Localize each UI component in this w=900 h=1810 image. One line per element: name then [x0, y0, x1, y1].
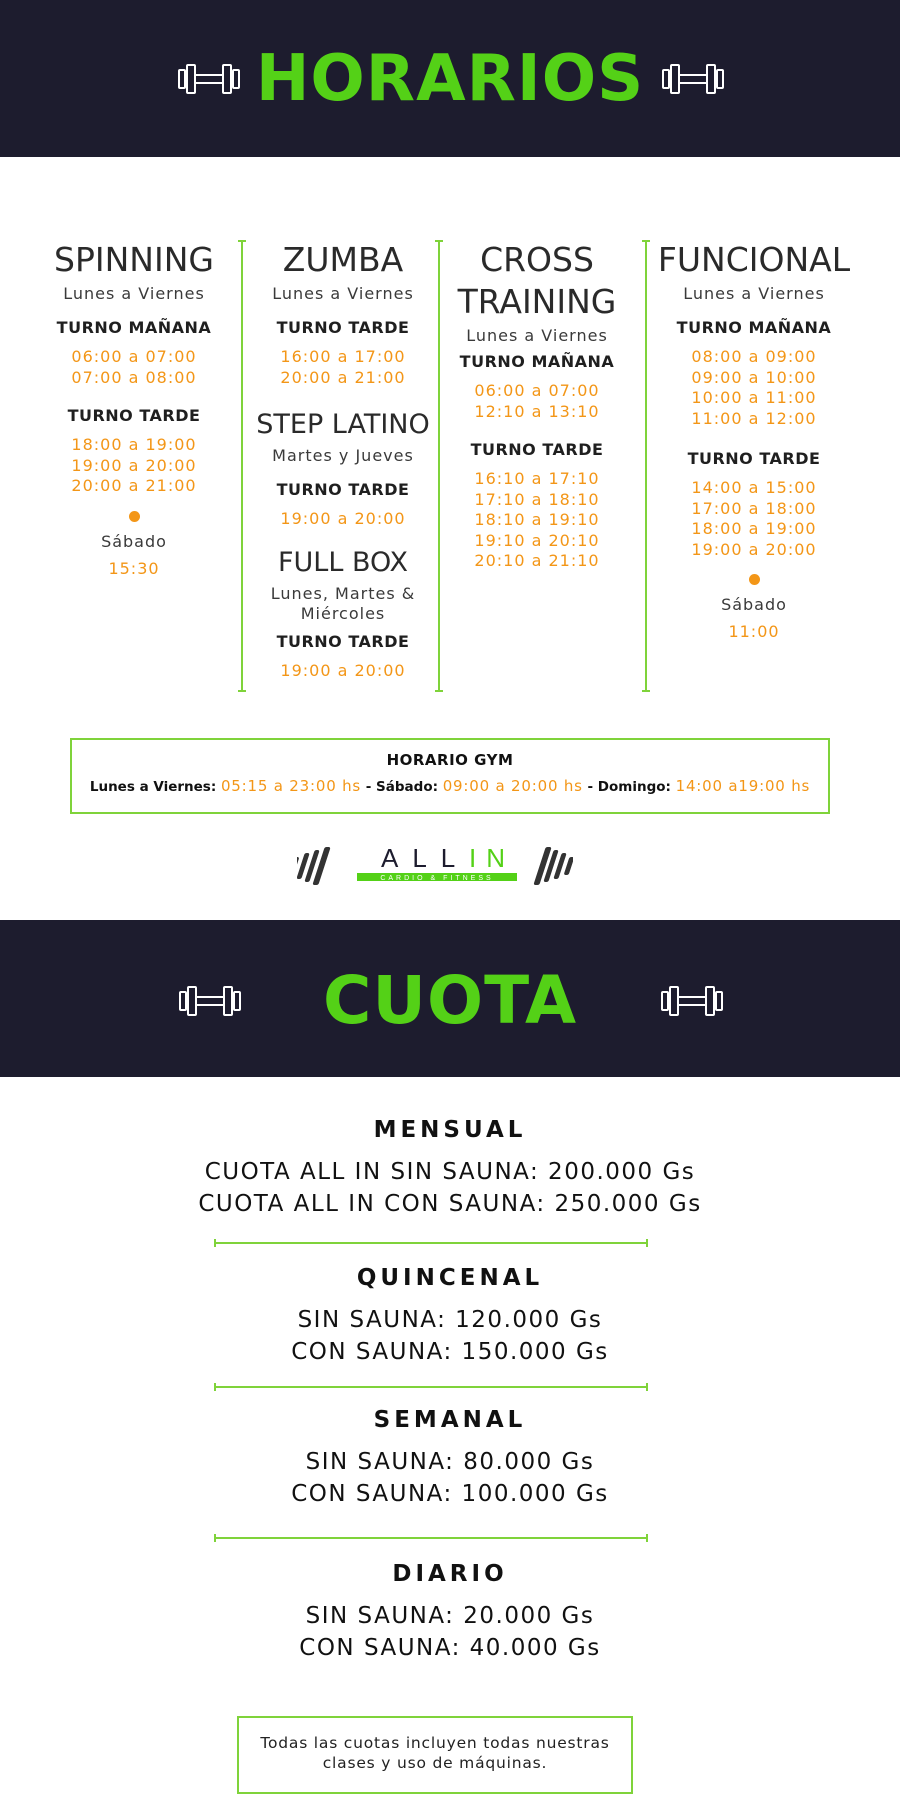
time-slot: 08:00 a 09:00 — [691, 347, 817, 366]
time-slot: 20:00 a 21:00 — [71, 476, 197, 495]
plan-price-line: CON SAUNA: 40.000 Gs — [299, 1635, 601, 1661]
full-box-title: FULL BOX — [277, 546, 409, 578]
zumba-column — [252, 240, 434, 681]
all-in-logo — [297, 843, 573, 889]
gym-sunday-value: 14:00 a19:00 hs — [675, 777, 811, 795]
horarios-title: HORARIOS — [255, 42, 645, 116]
gym-weekdays-label: Lunes a Viernes: — [89, 779, 217, 795]
cuota-note-line: clases y uso de máquinas. — [322, 1754, 548, 1772]
plan-title: DIARIO — [392, 1561, 508, 1587]
dot-icon — [129, 511, 140, 522]
gym-separator: - — [365, 779, 372, 795]
time-slot: 18:00 a 19:00 — [691, 519, 817, 538]
gym-weekdays-value: 05:15 a 23:00 hs — [220, 777, 362, 795]
zumba-days: Lunes a Viernes — [272, 284, 414, 303]
plan-title: QUINCENAL — [356, 1265, 544, 1291]
time-slot: 09:00 a 10:00 — [691, 367, 817, 387]
time-slot: 19:00 a 20:00 — [280, 509, 406, 528]
time-slot: 20:00 a 21:00 — [280, 367, 406, 387]
funcional-column — [656, 240, 852, 643]
cross-training-column — [449, 240, 625, 572]
gym-separator: - — [587, 779, 594, 795]
time-slot: 12:10 a 13:10 — [474, 401, 600, 421]
time-slot: 20:10 a 21:10 — [474, 551, 600, 570]
spinning-turno-manana: TURNO MAÑANA — [56, 318, 212, 337]
gym-sunday-label: Domingo: — [597, 779, 671, 795]
plan-price-line: SIN SAUNA: 20.000 Gs — [305, 1603, 595, 1629]
logo-text-all: ALL — [381, 843, 470, 873]
funcional-title: FUNCIONAL — [657, 240, 851, 279]
spinning-days: Lunes a Viernes — [63, 284, 205, 303]
spinning-sabado-time: 15:30 — [108, 558, 160, 578]
time-slot: 07:00 a 08:00 — [71, 367, 197, 387]
time-slot: 19:10 a 20:10 — [474, 530, 600, 550]
funcional-turno-manana: TURNO MAÑANA — [676, 318, 832, 337]
full-box-days-2: Miércoles — [300, 603, 386, 623]
time-slot: 18:10 a 19:10 — [474, 510, 600, 529]
time-slot: 19:00 a 20:00 — [280, 660, 406, 680]
step-latino-turno-tarde: TURNO TARDE — [276, 480, 410, 499]
cross-training-tarde-times — [449, 469, 625, 572]
section-divider — [214, 1534, 648, 1542]
plan-price-line: CUOTA ALL IN CON SAUNA: 250.000 Gs — [198, 1191, 702, 1217]
time-slot: 16:00 a 17:00 — [280, 347, 406, 366]
column-divider — [435, 240, 443, 692]
full-box-times — [252, 661, 434, 682]
cuota-note — [239, 1733, 631, 1773]
spinning-title: SPINNING — [54, 240, 214, 279]
time-slot: 11:00 a 12:00 — [691, 408, 817, 428]
plan-quincenal — [0, 1264, 900, 1368]
full-box-days-1: Lunes, Martes & — [270, 583, 416, 603]
column-divider — [238, 240, 246, 692]
spinning-turno-tarde: TURNO TARDE — [67, 406, 201, 425]
spinning-manana-times — [44, 347, 224, 388]
funcional-sabado-time: 11:00 — [728, 622, 780, 641]
cross-training-turno-tarde: TURNO TARDE — [470, 440, 604, 459]
plan-diario — [0, 1560, 900, 1664]
cuota-note-line: Todas las cuotas incluyen todas nuestras — [260, 1734, 610, 1752]
cross-training-title-1: CROSS — [480, 240, 594, 279]
full-box-turno-tarde: TURNO TARDE — [276, 631, 410, 651]
gym-hours-line — [72, 777, 828, 795]
step-latino-days: Martes y Jueves — [272, 446, 414, 465]
gym-hours-title: HORARIO GYM — [386, 751, 514, 769]
plan-price-line: SIN SAUNA: 80.000 Gs — [305, 1449, 595, 1475]
plan-semanal — [0, 1406, 900, 1510]
section-divider — [214, 1239, 648, 1247]
plan-mensual — [0, 1116, 900, 1220]
cross-training-days: Lunes a Viernes — [466, 326, 608, 345]
time-slot: 19:00 a 20:00 — [71, 455, 197, 475]
time-slot: 17:00 a 18:00 — [691, 498, 817, 518]
time-slot: 18:00 a 19:00 — [71, 435, 197, 454]
cuota-banner — [0, 920, 900, 1077]
step-latino-times — [252, 509, 434, 530]
plan-title: SEMANAL — [373, 1407, 527, 1433]
plan-price-line: SIN SAUNA: 120.000 Gs — [297, 1307, 603, 1333]
spinning-column — [44, 240, 224, 579]
funcional-manana-times — [656, 347, 852, 429]
time-slot: 06:00 a 07:00 — [474, 381, 600, 400]
cross-training-turno-manana: TURNO MAÑANA — [459, 352, 615, 371]
funcional-turno-tarde: TURNO TARDE — [687, 449, 821, 468]
dumbbell-icon — [661, 62, 725, 96]
step-latino-title: STEP LATINO — [256, 409, 430, 440]
cross-training-manana-times — [449, 381, 625, 422]
section-divider — [214, 1383, 648, 1391]
funcional-days: Lunes a Viernes — [683, 284, 825, 303]
funcional-sabado-label: Sábado — [721, 595, 787, 614]
plan-price-line: CON SAUNA: 150.000 Gs — [291, 1339, 609, 1365]
time-slot: 10:00 a 11:00 — [691, 388, 817, 407]
time-slot: 19:00 a 20:00 — [691, 539, 817, 559]
gym-saturday-label: Sábado: — [376, 779, 438, 795]
horarios-banner — [0, 0, 900, 157]
cuota-title: CUOTA — [322, 962, 578, 1039]
time-slot: 14:00 a 15:00 — [691, 478, 817, 497]
gym-saturday-value: 09:00 a 20:00 hs — [442, 777, 583, 795]
time-slot: 16:10 a 17:10 — [474, 469, 600, 488]
gym-hours-box — [70, 738, 830, 814]
time-slot: 06:00 a 07:00 — [71, 347, 197, 366]
logo-tagline: CARDIO & FITNESS — [380, 875, 494, 882]
cross-training-title-2: TRAINING — [457, 282, 617, 321]
plan-title: MENSUAL — [373, 1117, 527, 1143]
zumba-tarde-times — [252, 347, 434, 388]
zumba-turno-tarde: TURNO TARDE — [276, 318, 410, 337]
zumba-title: ZUMBA — [282, 240, 404, 279]
plan-price-line: CON SAUNA: 100.000 Gs — [291, 1481, 609, 1507]
dot-icon — [749, 574, 760, 585]
spinning-tarde-times — [44, 435, 224, 497]
dumbbell-icon — [660, 984, 724, 1018]
plan-price-line: CUOTA ALL IN SIN SAUNA: 200.000 Gs — [204, 1159, 696, 1185]
column-divider — [642, 240, 650, 692]
funcional-tarde-times — [656, 478, 852, 560]
time-slot: 17:10 a 18:10 — [474, 489, 600, 509]
cuota-note-box — [237, 1716, 633, 1794]
spinning-sabado-label: Sábado — [101, 531, 167, 551]
logo-text-in: IN — [469, 843, 515, 873]
